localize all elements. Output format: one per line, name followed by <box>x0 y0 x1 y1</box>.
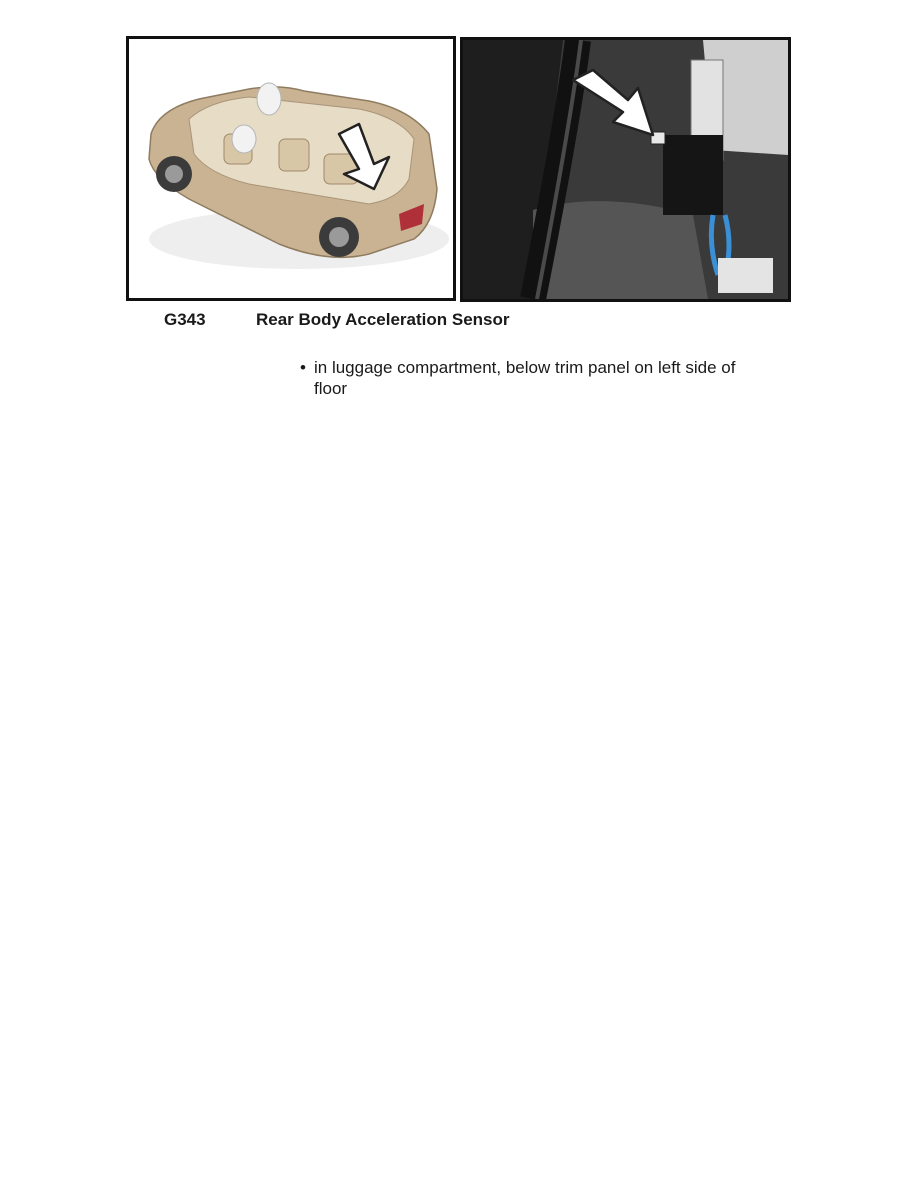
component-name: Rear Body Acceleration Sensor <box>256 310 510 329</box>
location-list <box>300 357 770 399</box>
luggage-compartment-photo <box>460 37 791 302</box>
location-item <box>300 357 770 399</box>
location-text: in luggage compartment, below trim panel on left side of floor <box>314 358 736 398</box>
component-code: G343 <box>164 310 206 329</box>
vehicle-cutaway-graphic <box>129 39 453 298</box>
luggage-compartment-graphic <box>463 40 788 299</box>
vehicle-cutaway-illustration <box>126 36 456 301</box>
bullet-icon: • <box>300 358 306 377</box>
